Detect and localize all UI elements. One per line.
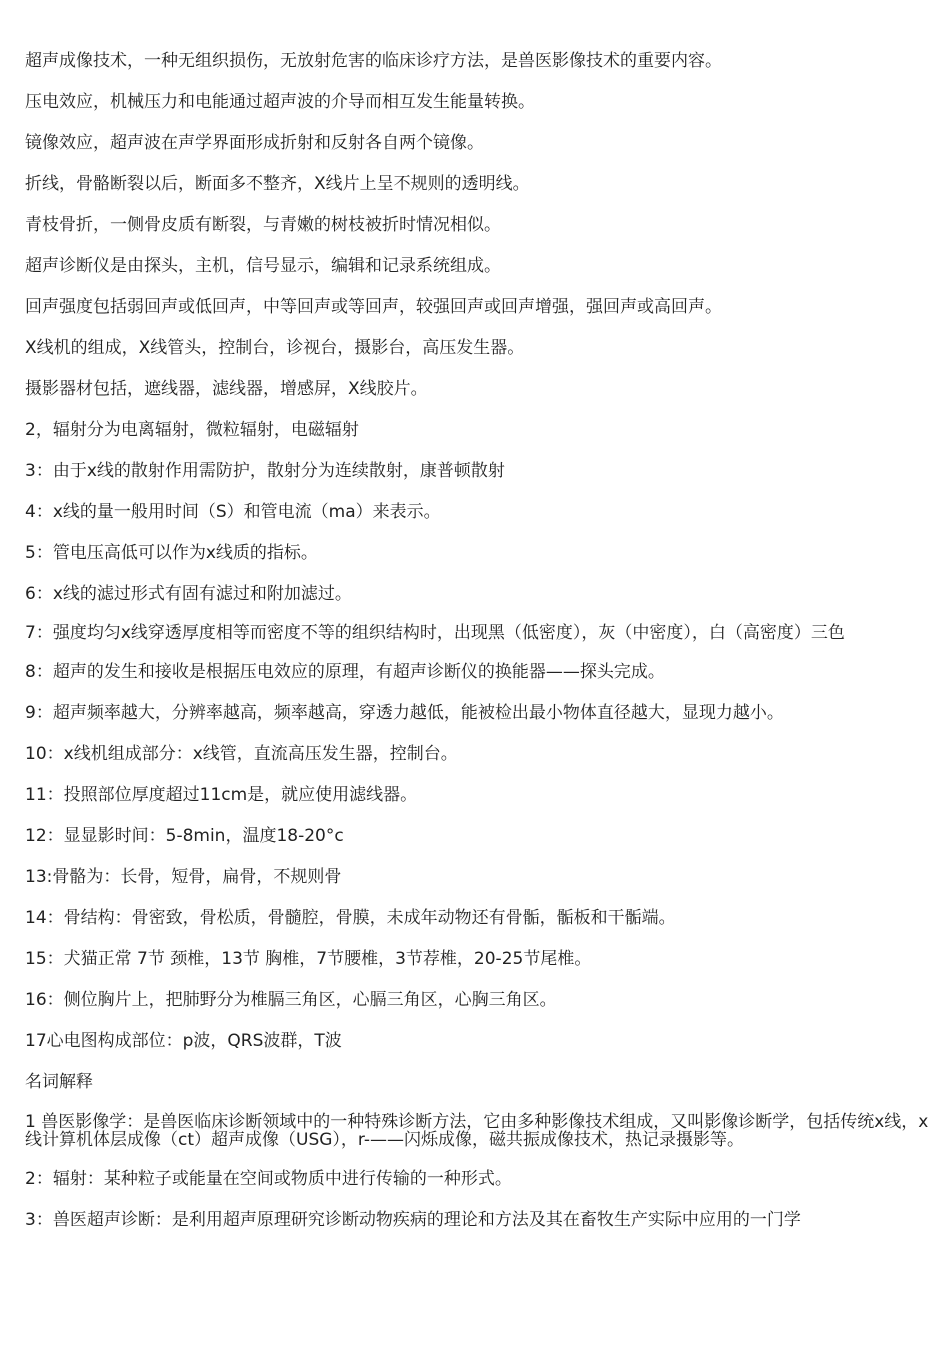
list-item-11: 11：投照部位厚度超过11cm是，就应使用滤线器。	[25, 785, 418, 805]
paragraph-mirror-effect: 镜像效应，超声波在声学界面形成折射和反射各自两个镜像。	[25, 133, 484, 153]
list-item-14: 14：骨结构：骨密致，骨松质，骨髓腔，骨膜，未成年动物还有骨骺，骺板和干骺端。	[25, 908, 676, 928]
list-item-4: 4：x线的量一般用时间（S）和管电流（ma）来表示。	[25, 502, 441, 522]
paragraph-ultrasound-imaging: 超声成像技术，一种无组织损伤，无放射危害的临床诊疗方法，是兽医影像技术的重要内容。	[25, 51, 722, 71]
list-item-12: 12：显显影时间：5-8min，温度18-20°c	[25, 826, 344, 846]
list-item-2: 2，辐射分为电离辐射，微粒辐射，电磁辐射	[25, 420, 359, 440]
paragraph-xray-machine: X线机的组成，X线管头，控制台，诊视台，摄影台，高压发生器。	[25, 338, 525, 358]
document-page	[25, 50, 930, 1250]
list-item-17: 17心电图构成部位：p波，QRS波群，T波	[25, 1031, 342, 1051]
list-item-6: 6：x线的滤过形式有固有滤过和附加滤过。	[25, 584, 352, 604]
list-item-5: 5：管电压高低可以作为x线质的指标。	[25, 543, 318, 563]
list-item-16: 16：侧位胸片上，把肺野分为椎膈三角区，心膈三角区，心胸三角区。	[25, 990, 557, 1010]
paragraph-photo-equipment: 摄影器材包括，遮线器，滤线器，增感屏，X线胶片。	[25, 379, 428, 399]
glossary-item-2: 2：辐射：某种粒子或能量在空间或物质中进行传输的一种形式。	[25, 1169, 512, 1189]
list-item-10: 10：x线机组成部分：x线管，直流高压发生器，控制台。	[25, 744, 458, 764]
glossary-item-3: 3：兽医超声诊断：是利用超声原理研究诊断动物疾病的理论和方法及其在畜牧生产实际中应用的一门学	[25, 1210, 801, 1230]
section-heading-glossary: 名词解释	[25, 1072, 93, 1092]
paragraph-fracture-line: 折线，骨骼断裂以后，断面多不整齐，X线片上呈不规则的透明线。	[25, 174, 530, 194]
list-item-7: 7：强度均匀x线穿透厚度相等而密度不等的组织结构时，出现黑（低密度），灰（中密度），白（高密度）三色	[25, 623, 845, 643]
list-item-13: 13:骨骼为：长骨，短骨，扁骨，不规则骨	[25, 867, 342, 887]
paragraph-greenstick-fracture: 青枝骨折，一侧骨皮质有断裂，与青嫩的树枝被折时情况相似。	[25, 215, 501, 235]
list-item-15: 15：犬猫正常 7节 颈椎，13节 胸椎，7节腰椎，3节荐椎，20-25节尾椎。	[25, 949, 592, 969]
paragraph-piezoelectric-effect: 压电效应，机械压力和电能通过超声波的介导而相互发生能量转换。	[25, 92, 535, 112]
paragraph-ultrasound-device: 超声诊断仪是由探头，主机，信号显示，编辑和记录系统组成。	[25, 256, 501, 276]
list-item-3: 3：由于x线的散射作用需防护，散射分为连续散射，康普顿散射	[25, 461, 505, 481]
list-item-8: 8：超声的发生和接收是根据压电效应的原理，有超声诊断仪的换能器——探头完成。	[25, 662, 665, 682]
list-item-9: 9：超声频率越大，分辨率越高，频率越高，穿透力越低，能被检出最小物体直径越大，显现力越小。	[25, 703, 784, 723]
paragraph-echo-intensity: 回声强度包括弱回声或低回声，中等回声或等回声，较强回声或回声增强，强回声或高回声。	[25, 297, 722, 317]
glossary-item-1: 1 兽医影像学：是兽医临床诊断领域中的一种特殊诊断方法，它由多种影像技术组成，又叫影像诊断学，包括传统x线，x线计算机体层成像（ct）超声成像（USG），r-——闪烁成像，磁共振成像技术，热记录摄影等。	[25, 1112, 929, 1150]
